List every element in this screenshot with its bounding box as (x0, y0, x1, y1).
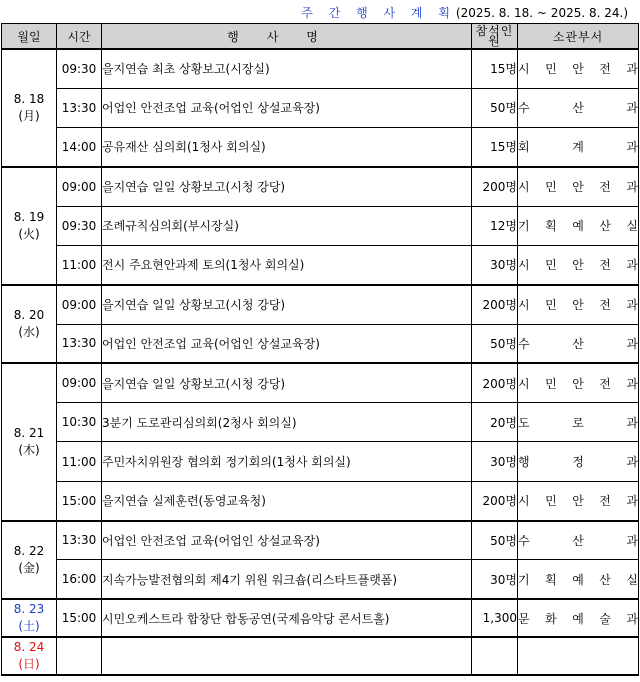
date-cell (2, 49, 57, 167)
date-cell (2, 167, 57, 285)
date-day: 8. 22 (13, 543, 45, 558)
dept-name: 시 민 안 전 과 (518, 494, 638, 509)
dept-name: 시 민 안 전 과 (518, 62, 638, 77)
dept-name: 도 로 과 (518, 415, 638, 430)
time-cell: 13:30 (57, 521, 102, 560)
event-cell: 주민자치위원장 협의회 정기회의(1청사 회의실) (102, 442, 472, 481)
schedule-table (1, 23, 639, 676)
attendees-cell: 15명 (472, 128, 518, 167)
table-row (2, 245, 639, 284)
attendees-cell: 50명 (472, 88, 518, 127)
date-day: 8. 18 (13, 91, 45, 106)
date-day: 8. 19 (13, 209, 45, 224)
table-row (2, 167, 639, 206)
schedule-title (301, 4, 628, 21)
event-cell: 을지연습 최초 상황보고(시장실) (102, 49, 472, 88)
event-cell: 을지연습 일일 상황보고(시청 강당) (102, 363, 472, 402)
date-weekday: (月) (18, 108, 40, 123)
attendees-cell: 12명 (472, 206, 518, 245)
table-row (2, 324, 639, 363)
dept-cell (518, 245, 639, 284)
dept-name: 시 민 안 전 과 (518, 376, 638, 391)
table-row (2, 442, 639, 481)
dept-name: 행 정 과 (518, 455, 638, 470)
attendees-cell: 200명 (472, 481, 518, 520)
dept-cell (518, 560, 639, 599)
table-row (2, 521, 639, 560)
attendees-cell: 30명 (472, 442, 518, 481)
table-row (2, 285, 639, 324)
dept-name: 시 민 안 전 과 (518, 180, 638, 195)
date-cell (2, 521, 57, 600)
dept-cell (518, 49, 639, 88)
table-row (2, 560, 639, 599)
time-cell: 09:30 (57, 206, 102, 245)
col-attendees: 참석인원 (472, 24, 518, 50)
event-cell: 어업인 안전조업 교육(어업인 상설교육장) (102, 521, 472, 560)
dept-name: 기 획 예 산 실 (518, 572, 638, 587)
time-cell: 09:00 (57, 363, 102, 402)
title-period: (2025. 8. 18. ~ 2025. 8. 24.) (455, 6, 628, 20)
date-weekday: (土) (18, 619, 40, 634)
attendees-cell: 30명 (472, 245, 518, 284)
dept-cell (518, 206, 639, 245)
date-day: 8. 24 (13, 640, 45, 655)
event-cell: 공유재산 심의회(1청사 회의실) (102, 128, 472, 167)
dept-name: 시 민 안 전 과 (518, 298, 638, 313)
col-date: 월일 (2, 24, 57, 50)
dept-cell (518, 88, 639, 127)
col-dept: 소관부서 (518, 24, 639, 50)
schedule-body (2, 49, 639, 675)
event-cell: 시민오케스트라 합창단 합동공연(국제음악당 콘서트홀) (102, 599, 472, 637)
attendees-cell: 200명 (472, 285, 518, 324)
attendees-cell: 20명 (472, 403, 518, 442)
table-row (2, 128, 639, 167)
time-cell: 13:30 (57, 324, 102, 363)
dept-name: 시 민 안 전 과 (518, 258, 638, 273)
table-row (2, 599, 639, 637)
attendees-cell: 15명 (472, 49, 518, 88)
attendees-cell: 200명 (472, 363, 518, 402)
date-cell (2, 285, 57, 364)
table-row (2, 88, 639, 127)
dept-cell (518, 637, 639, 675)
table-row (2, 206, 639, 245)
time-cell: 10:30 (57, 403, 102, 442)
event-cell: 전시 주요현안과제 토의(1청사 회의실) (102, 245, 472, 284)
time-cell: 09:00 (57, 285, 102, 324)
date-day: 8. 23 (13, 602, 45, 617)
time-cell: 09:30 (57, 49, 102, 88)
time-cell (57, 637, 102, 675)
time-cell: 11:00 (57, 245, 102, 284)
event-cell (102, 637, 472, 675)
date-day: 8. 21 (13, 425, 45, 440)
time-cell: 11:00 (57, 442, 102, 481)
event-cell: 어업인 안전조업 교육(어업인 상설교육장) (102, 88, 472, 127)
dept-name: 회 계 과 (518, 140, 638, 155)
dept-cell (518, 599, 639, 637)
event-cell: 지속가능발전협의회 제4기 위원 워크숍(리스타트플랫폼) (102, 560, 472, 599)
attendees-cell: 1,300 (472, 599, 518, 637)
time-cell: 13:30 (57, 88, 102, 127)
attendees-cell (472, 637, 518, 675)
col-event: 행사명 (102, 24, 472, 50)
dept-cell (518, 324, 639, 363)
table-row (2, 403, 639, 442)
dept-name: 수 산 과 (518, 336, 638, 351)
time-cell: 09:00 (57, 167, 102, 206)
table-row (2, 363, 639, 402)
dept-cell (518, 521, 639, 560)
dept-name: 수 산 과 (518, 101, 638, 116)
attendees-cell: 50명 (472, 324, 518, 363)
event-cell: 을지연습 실제훈련(동영교육청) (102, 481, 472, 520)
date-weekday: (火) (18, 226, 40, 241)
date-day: 8. 20 (13, 308, 45, 323)
table-row (2, 637, 639, 675)
dept-cell (518, 363, 639, 402)
date-weekday: (木) (18, 442, 40, 457)
col-time: 시간 (57, 24, 102, 50)
date-weekday: (金) (18, 560, 40, 575)
date-weekday: (日) (18, 657, 40, 672)
attendees-cell: 200명 (472, 167, 518, 206)
time-cell: 14:00 (57, 128, 102, 167)
time-cell: 15:00 (57, 599, 102, 637)
event-cell: 어업인 안전조업 교육(어업인 상설교육장) (102, 324, 472, 363)
dept-name: 기 획 예 산 실 (518, 219, 638, 234)
event-cell: 을지연습 일일 상황보고(시청 강당) (102, 285, 472, 324)
dept-cell (518, 442, 639, 481)
dept-cell (518, 167, 639, 206)
attendees-cell: 50명 (472, 521, 518, 560)
dept-cell (518, 481, 639, 520)
table-row (2, 481, 639, 520)
dept-cell (518, 403, 639, 442)
date-cell (2, 599, 57, 637)
time-cell: 16:00 (57, 560, 102, 599)
date-cell (2, 637, 57, 675)
date-cell (2, 363, 57, 520)
event-cell: 3분기 도로관리심의회(2청사 회의실) (102, 403, 472, 442)
date-weekday: (水) (18, 325, 40, 340)
title-text: 주 간 행 사 계 획 (301, 6, 456, 20)
dept-cell (518, 128, 639, 167)
header-row (2, 24, 639, 50)
event-cell: 을지연습 일일 상황보고(시청 강당) (102, 167, 472, 206)
event-cell: 조례규칙심의회(부시장실) (102, 206, 472, 245)
dept-name: 문 화 예 술 과 (518, 611, 638, 626)
time-cell: 15:00 (57, 481, 102, 520)
attendees-cell: 30명 (472, 560, 518, 599)
dept-name: 수 산 과 (518, 533, 638, 548)
dept-cell (518, 285, 639, 324)
table-row (2, 49, 639, 88)
